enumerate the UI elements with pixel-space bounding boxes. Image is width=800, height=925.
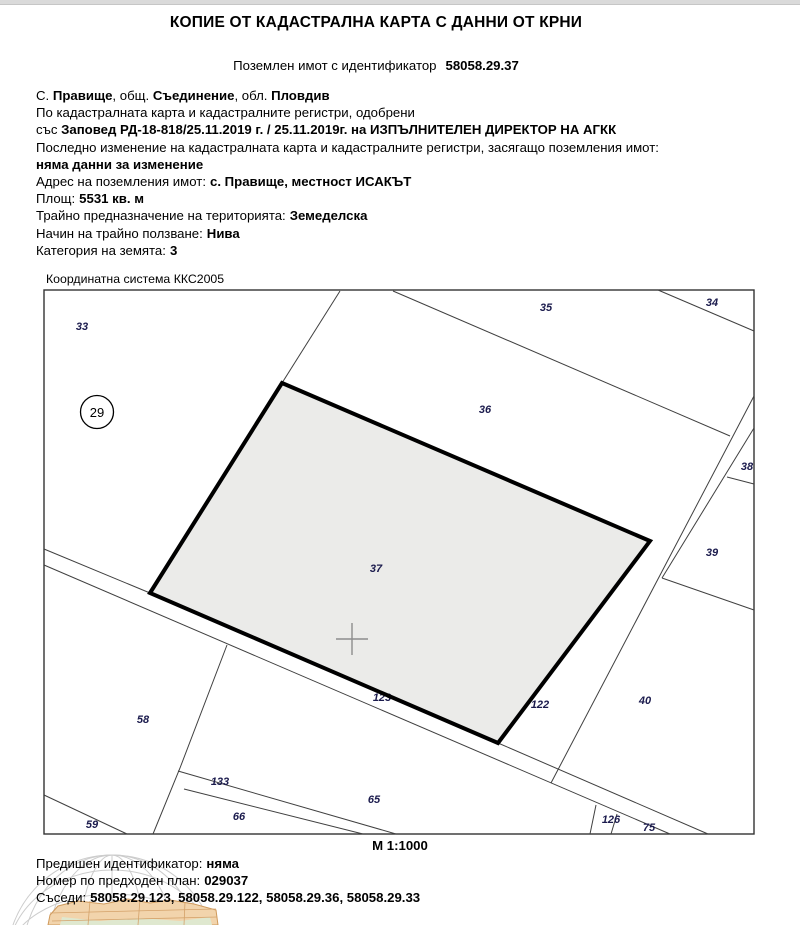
parcel-label-133: 133 [210,776,230,788]
neighbors-value: 58058.29.123, 58058.29.122, 58058.29.36, 58058.29.33 [90,890,421,906]
usage-value: Нива [206,225,240,241]
province-name: Пловдив [271,88,330,103]
previous-identifier-value: няма [206,856,239,871]
parcel-label-66: 66 [232,811,246,823]
village-name: Правище [52,88,113,103]
category-line: Категория на земята: 3 [36,242,178,258]
road-123-upper-line-west [44,549,150,593]
parcel-label-35: 35 [539,302,553,314]
area-line: Площ: 5531 кв. м [36,191,144,207]
parcel-label-58: 58 [136,714,150,726]
parcel-label-126: 126 [601,814,621,826]
previous-identifier-line: Предишен идентификатор: няма [36,856,239,871]
identifier-value: 58058.29.37 [445,58,519,73]
parcel-label-37-subject: 37 [369,563,383,575]
parcel-label-59: 59 [85,819,99,831]
address-line: Адрес на поземления имот: с. Правище, местност ИСАКЪТ [36,174,412,190]
strip-126-left-line [590,805,596,834]
previous-plan-value: 029037 [204,873,249,889]
boundary-39-40 [662,578,754,610]
parcel-label-40: 40 [638,695,652,707]
coordinate-system-label: Координатна система ККС2005 [46,272,225,286]
last-change-value: няма данни за изменение [36,156,204,172]
boundary-38 [727,477,754,484]
boundary-35-36 [393,291,730,436]
map-scale: М 1:1000 [372,838,428,853]
parcel-label-75: 75 [642,822,656,834]
previous-plan-line: Номер по предходен план: 029037 [36,873,249,889]
approved-line: По кадастралната карта и кадастралните регистри, одобрени [36,105,415,121]
purpose-value: Земеделска [289,208,368,224]
parcel-label-38: 38 [740,461,754,473]
footer-info-block [36,855,420,907]
parcel-label-123: 123 [372,692,392,704]
parcel-label-36: 36 [478,404,492,416]
region-circle [81,396,114,429]
address-value: с. Правище, местност ИСАКЪТ [210,174,412,190]
subject-parcel-fill [150,383,650,743]
parcel-label-34: 34 [705,297,719,309]
purpose-line: Трайно предназначение на територията: Земеделска [36,208,368,224]
municipality-name: Съединение [152,88,235,103]
parcel-label-65: 65 [367,794,381,806]
neighbors-line: Съседи: 58058.29.123, 58058.29.122, 58058.29.36, 58058.29.33 [36,890,421,906]
area-value: 5531 кв. м [79,191,144,207]
parcel-label-33: 33 [75,321,89,333]
boundary-33-36 [282,291,340,383]
parcel-label-39: 39 [705,547,719,559]
page-title: КОПИЕ ОТ КАДАСТРАЛНА КАРТА С ДАННИ ОТ КРНИ [169,14,583,31]
location-line: С. Правище, общ. Съединение, обл. Пловдив [36,88,330,103]
parcel-label-122: 122 [530,699,550,711]
boundary-58-65 [153,645,230,834]
order-value: Заповед РД-18-818/25.11.2019 г. / 25.11.2019г. на ИЗПЪЛНИТЕЛЕН ДИРЕКТОР НА АГКК [61,122,617,138]
road-133-lower-line [184,789,363,834]
region-number: 29 [89,405,105,420]
identifier-label: Поземлен имот с идентификатор [233,58,437,73]
category-value: 3 [169,242,178,258]
last-change-label: Последно изменение на кадастралната карта и кадастралните регистри, засягащо поземления имот: [36,139,659,155]
usage-line: Начин на трайно ползване: Нива [36,225,240,241]
order-line: със Заповед РД-18-818/25.11.2019 г. / 25.11.2019г. на ИЗПЪЛНИТЕЛЕН ДИРЕКТОР НА АГКК [36,122,617,138]
